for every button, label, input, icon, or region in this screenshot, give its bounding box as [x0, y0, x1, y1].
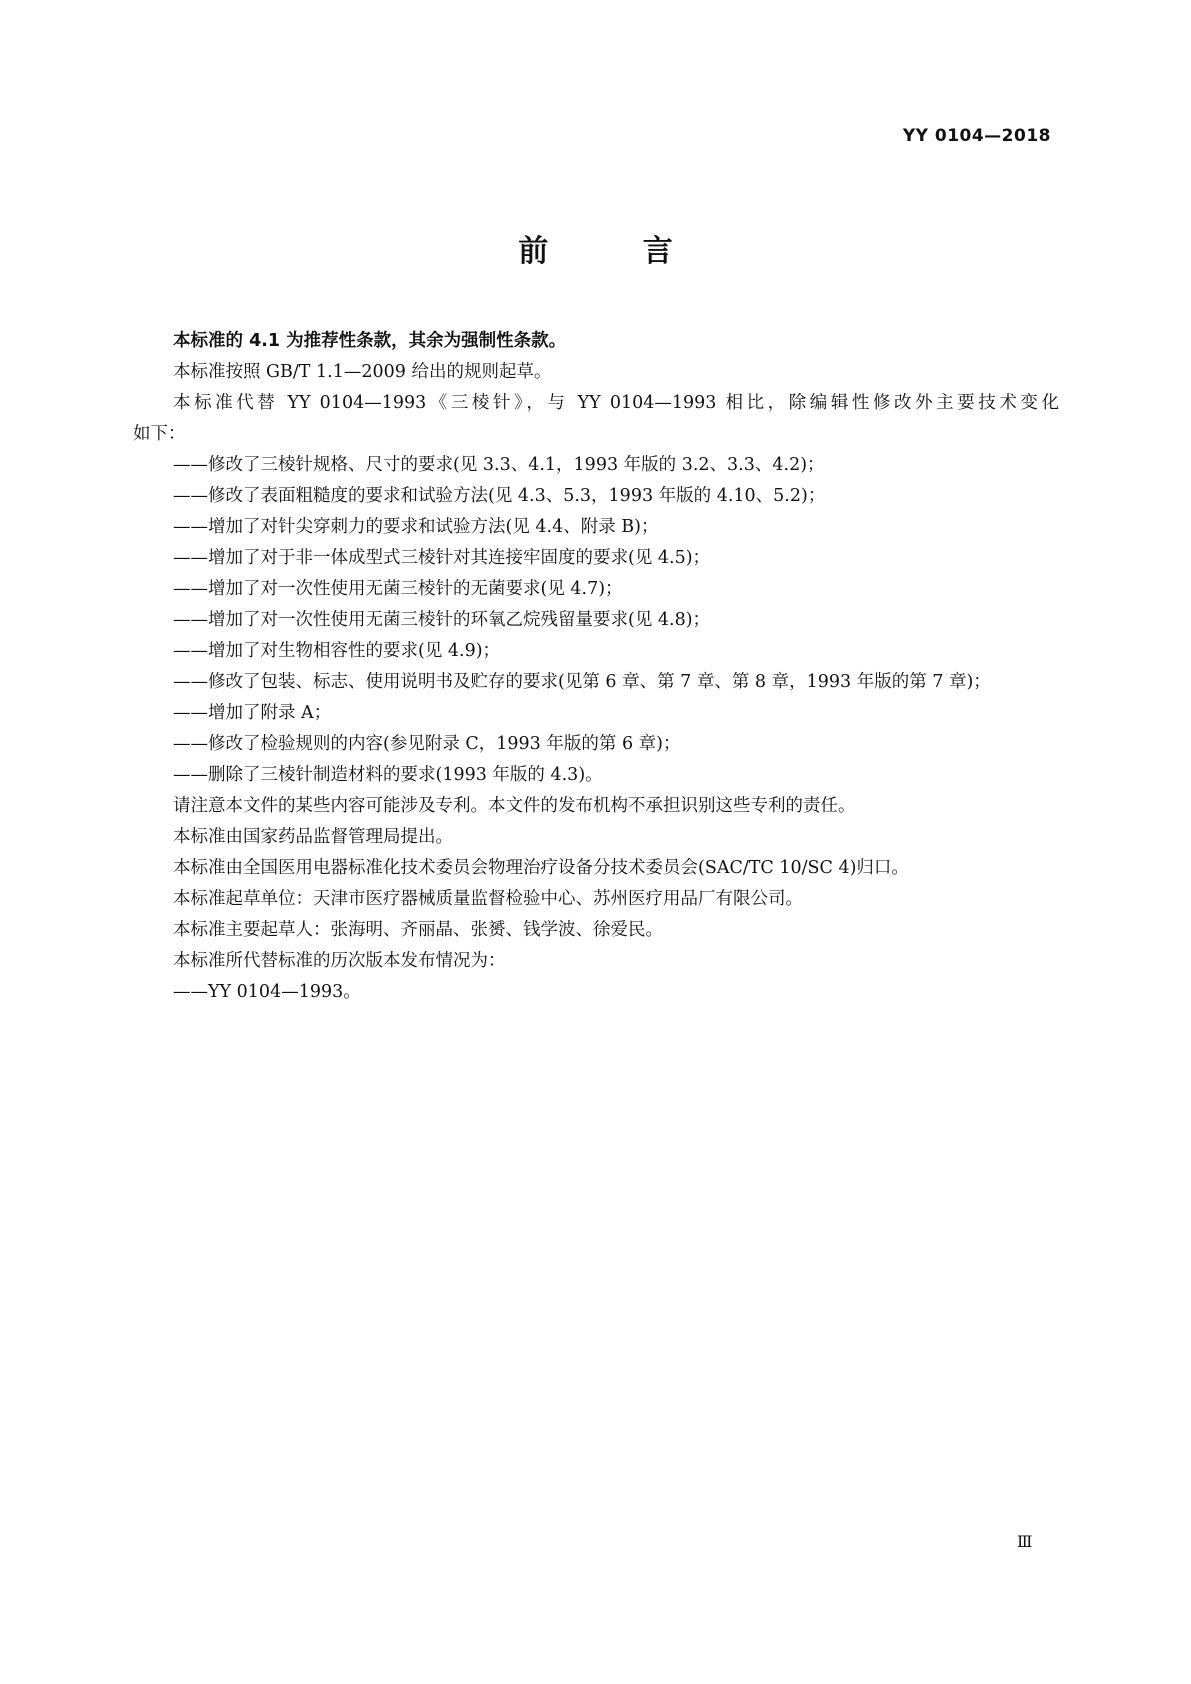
- page-title: 前 言: [518, 234, 715, 269]
- change-item: ——增加了对一次性使用无菌三棱针的环氧乙烷残留量要求(见 4.8)；: [173, 610, 711, 630]
- paragraph-patent-notice: 请注意本文件的某些内容可能涉及专利。本文件的发布机构不承担识别这些专利的责任。: [173, 796, 856, 816]
- paragraph-replacement-continued: 如下：: [133, 424, 186, 444]
- change-item: ——修改了表面粗糙度的要求和试验方法(见 4.3、5.3，1993 年版的 4.10、5.2)；: [173, 486, 826, 506]
- paragraph-drafting-units: 本标准起草单位：天津市医疗器械质量监督检验中心、苏州医疗用品厂有限公司。: [173, 889, 803, 909]
- change-item: ——修改了三棱针规格、尺寸的要求(见 3.3、4.1，1993 年版的 3.2、3.3、4.2)；: [173, 455, 825, 475]
- paragraph-committee: 本标准由全国医用电器标准化技术委员会物理治疗设备分技术委员会(SAC/TC 10/SC 4)归口。: [173, 858, 909, 878]
- change-item: ——增加了对生物相容性的要求(见 4.9)；: [173, 641, 501, 661]
- standard-code-header: YY 0104—2018: [902, 126, 1051, 146]
- change-item: ——增加了对一次性使用无菌三棱针的无菌要求(见 4.7)；: [173, 579, 623, 599]
- paragraph-history-intro: 本标准所代替标准的历次版本发布情况为：: [173, 951, 506, 971]
- change-item: ——增加了对于非一体成型式三棱针对其连接牢固度的要求(见 4.5)；: [173, 548, 711, 568]
- paragraph-replacement: 本标准代替 YY 0104—1993《三棱针》，与 YY 0104—1993 相比，除编辑性修改外主要技术变化: [173, 393, 1059, 413]
- foreword-body: [133, 326, 1059, 1008]
- change-item: ——修改了包装、标志、使用说明书及贮存的要求(见第 6 章、第 7 章、第 8 章，1993 年版的第 7 章)；: [173, 672, 991, 692]
- change-item: ——修改了检验规则的内容(参见附录 C，1993 年版的第 6 章)；: [173, 734, 681, 754]
- change-item: ——删除了三棱针制造材料的要求(1993 年版的 4.3)。: [173, 765, 603, 785]
- page-number: Ⅲ: [1017, 1532, 1033, 1551]
- change-item: ——增加了对针尖穿刺力的要求和试验方法(见 4.4、附录 B)；: [173, 517, 659, 537]
- paragraph-drafting-rules: 本标准按照 GB/T 1.1—2009 给出的规则起草。: [173, 362, 552, 382]
- paragraph-proposer: 本标准由国家药品监督管理局提出。: [173, 827, 453, 847]
- change-item: ——增加了附录 A；: [173, 703, 332, 723]
- paragraph-mandatory-clause: 本标准的 4.1 为推荐性条款，其余为强制性条款。: [173, 331, 567, 351]
- history-item: ——YY 0104—1993。: [173, 982, 361, 1002]
- paragraph-drafters: 本标准主要起草人：张海明、齐丽晶、张赟、钱学波、徐爱民。: [173, 920, 663, 940]
